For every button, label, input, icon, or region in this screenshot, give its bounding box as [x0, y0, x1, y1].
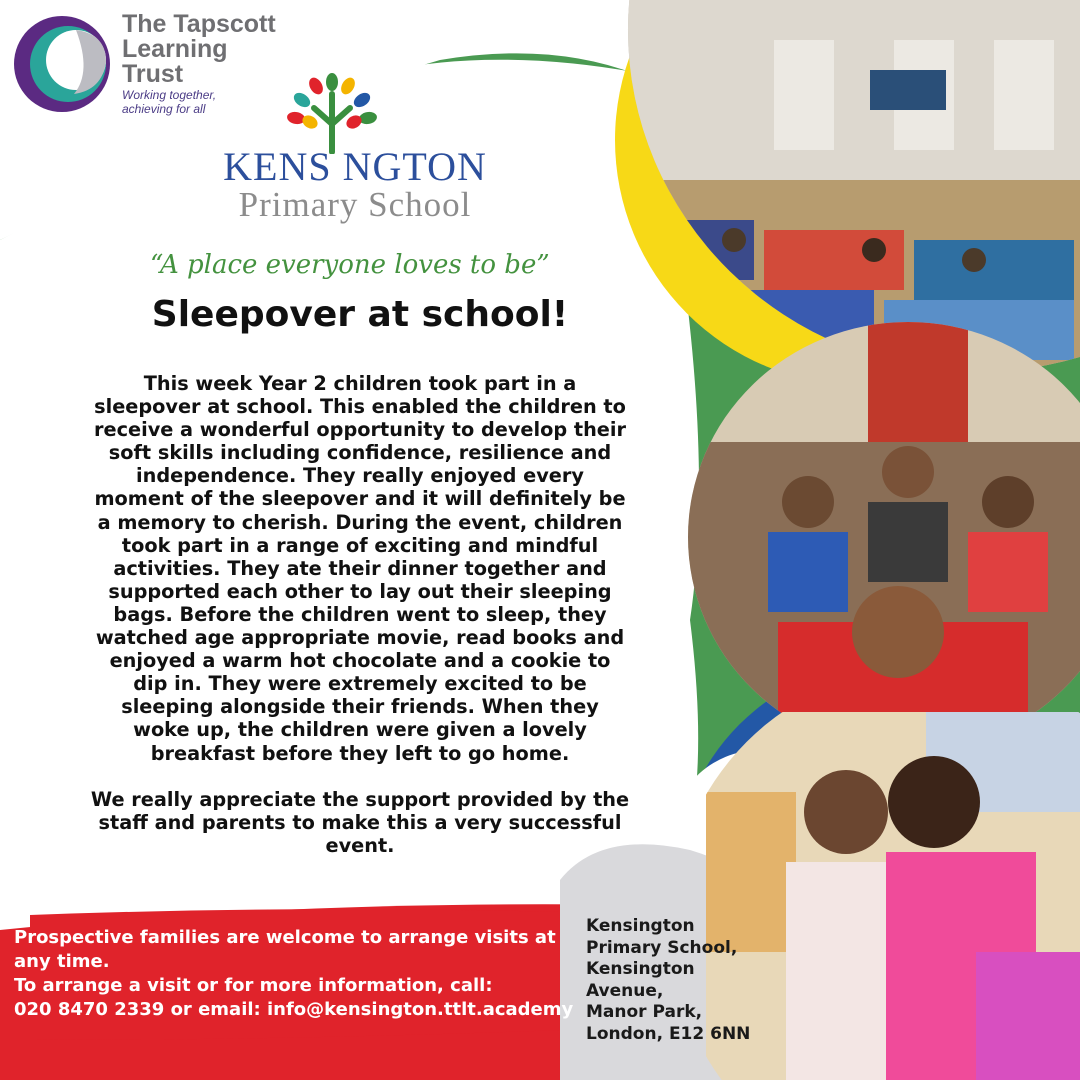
contact-line-2: any time. — [14, 951, 110, 972]
article-body — [90, 372, 630, 880]
headline: Sleepover at school! — [151, 294, 569, 335]
trust-name: The Tapscott Learning Trust — [122, 10, 276, 88]
contact-info — [14, 926, 574, 1022]
school-subtitle: Primary School — [238, 185, 472, 224]
trust-tagline: Working together, achieving for all — [122, 88, 217, 116]
paragraph-1: This week Year 2 children took part in a sleepover at school. This enabled the children to receive a wonderful opportunity to develop their soft skills including confidence, resilience and independence. They really enjoyed every moment of the sleepover and it will definitely be a memory to cherish. During the event, children took part in a range of exciting and mindful activities. They ate their dinner together and supported each other to lay out their sleeping bags. Before the children went to sleep, they watched age appropriate movie, read books and enjoyed a warm hot chocolate and a cookie to dip in. They were extremely excited to be sleeping alongside their friends. When they woke up, the children were given a lovely breakfast before they left to go home. — [94, 372, 626, 765]
school-address: Kensington Primary School, Kensington Avenue, Manor Park, London, E12 6NN — [586, 916, 751, 1044]
tree-icon — [282, 72, 382, 154]
school-logo — [200, 72, 510, 232]
school-name: KENS NGTON — [223, 144, 487, 189]
contact-line-1: Prospective families are welcome to arrange visits at — [14, 927, 556, 948]
contact-line-3: To arrange a visit or for more information, call: — [14, 975, 493, 996]
trust-emblem-icon — [14, 12, 114, 112]
school-motto: “A place everyone loves to be” — [150, 250, 550, 280]
contact-line-4[interactable]: 020 8470 2339 or email: info@kensington.ttlt.academy — [14, 999, 574, 1020]
paragraph-2: We really appreciate the support provided by the staff and parents to make this a very successful event. — [90, 787, 630, 857]
